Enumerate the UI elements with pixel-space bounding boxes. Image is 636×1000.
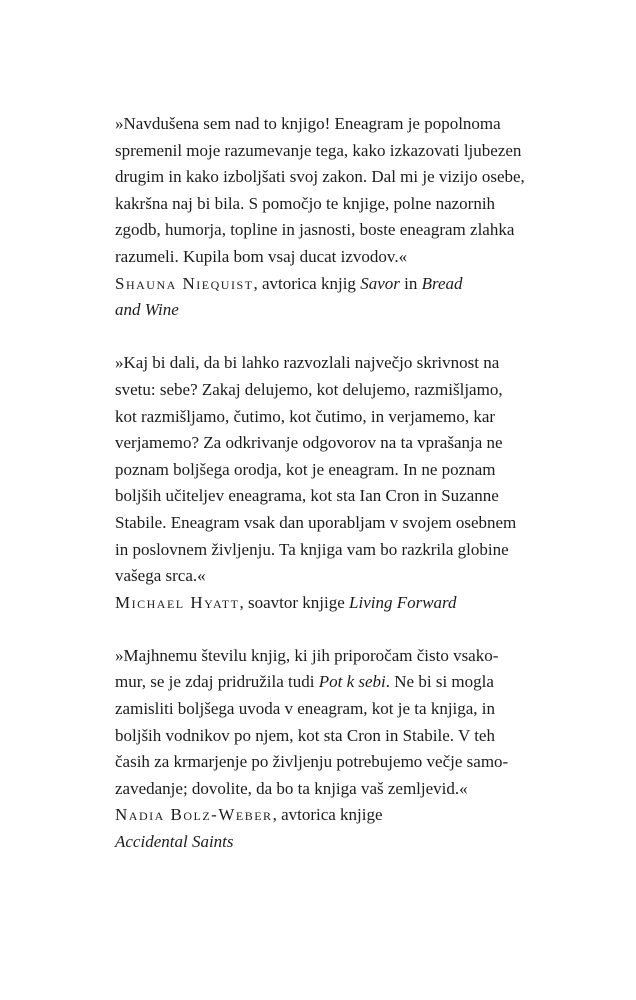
book-title: Savor — [360, 273, 400, 293]
book-title: Bread — [421, 273, 463, 293]
testimonial-attribution — [115, 271, 575, 324]
quote-line: svetu: sebe? Zakaj delujemo, kot delujemo, razmišljamo, — [115, 379, 503, 399]
quote-line: zamisliti boljšega uvoda v eneagram, kot je ta knjiga, in — [115, 699, 496, 719]
book-title: Living Forward — [349, 592, 457, 612]
quote-text: . Ne bi si mogla — [385, 672, 494, 692]
author-role: , avtorica knjig — [253, 273, 361, 293]
author-role: , avtorica knjige — [272, 805, 383, 825]
endorsements-page — [115, 111, 575, 882]
quote-line: vašega srca.« — [115, 566, 206, 586]
quote-line: razumeli. Kupila bom vsaj ducat izvodov.« — [115, 246, 408, 266]
quote-line: boljših vodnikov po njem, kot sta Cron in Stabile. V teh — [115, 725, 495, 745]
testimonial-quote — [115, 643, 575, 803]
testimonial-quote — [115, 350, 575, 589]
testimonial — [115, 643, 575, 856]
book-title: Accidental Saints — [115, 832, 234, 852]
author-role: , soavtor knjige — [239, 592, 350, 612]
quote-line: in poslovnem življenju. Ta knjiga vam bo razkrila globine — [115, 539, 509, 559]
quote-line: verjamemo? Za odkrivanje odgovorov na ta vprašanja ne — [115, 433, 503, 453]
quote-line: kot razmišljamo, čutimo, kot čutimo, in verjamemo, kar — [115, 406, 496, 426]
quote-line: časih za krmarjenje po življenju potrebujemo večje samo- — [115, 752, 509, 772]
quote-line: zgodb, humorja, topline in jasnosti, boste eneagram zlahka — [115, 220, 515, 240]
testimonial-quote — [115, 111, 575, 271]
book-title: Pot k sebi — [318, 672, 386, 692]
quote-line: »Kaj bi dali, da bi lahko razvozlali največjo skrivnost na — [115, 353, 500, 373]
book-title: and Wine — [115, 300, 179, 320]
quote-line: Stabile. Eneagram vsak dan uporabljam v svojem osebnem — [115, 512, 517, 532]
quote-line: drugim in kako izboljšati svoj zakon. Dal mi je vizijo osebe, — [115, 167, 525, 187]
quote-line — [115, 669, 575, 696]
testimonial-attribution — [115, 802, 575, 855]
quote-line: kakršna naj bi bila. S pomočjo te knjige, polne nazornih — [115, 193, 496, 213]
author-name: Shauna Niequist — [115, 273, 254, 293]
quote-line: »Majhnemu številu knjig, ki jih priporočam čisto vsako- — [115, 645, 499, 665]
testimonial — [115, 111, 575, 324]
testimonial-attribution — [115, 590, 575, 617]
title-joiner: in — [399, 273, 422, 293]
author-name: Nadia Bolz-Weber — [115, 805, 273, 825]
author-name: Michael Hyatt — [115, 592, 240, 612]
quote-line: poznam boljšega orodja, kot je eneagram. In ne poznam — [115, 459, 496, 479]
quote-line: spremenil moje razumevanje tega, kako izkazovati ljubezen — [115, 140, 522, 160]
quote-line: »Navdušena sem nad to knjigo! Eneagram je popolnoma — [115, 114, 501, 133]
quote-text: mur, se je zdaj pridružila tudi — [115, 672, 319, 692]
testimonial — [115, 350, 575, 616]
quote-line: zavedanje; dovolite, da bo ta knjiga vaš zemljevid.« — [115, 778, 468, 798]
quote-line: boljših učiteljev eneagrama, kot sta Ian Cron in Suzanne — [115, 486, 499, 506]
